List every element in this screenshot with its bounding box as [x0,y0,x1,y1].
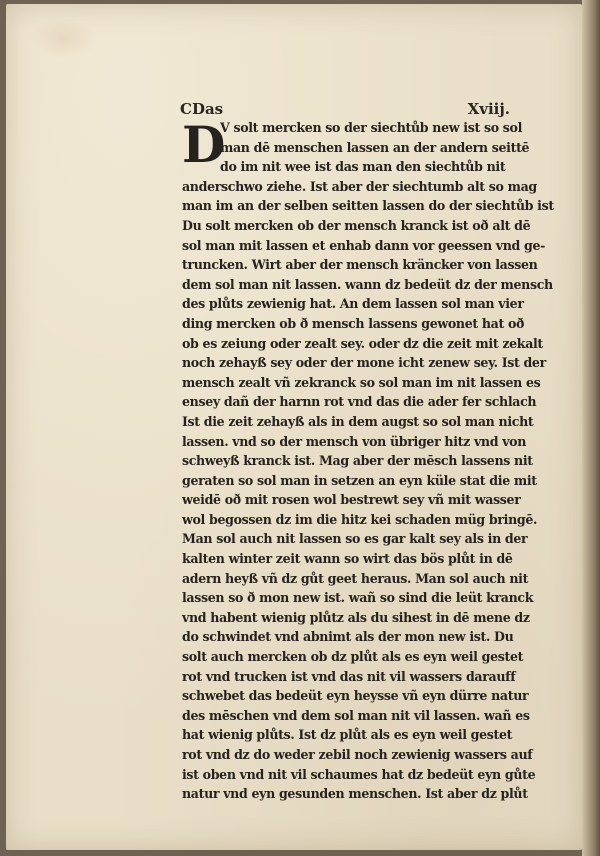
text-line: do schwindet vnd abnimt als der mon new ist. Du [182,629,514,645]
text-line: natur vnd eyn gesunden menschen. Ist aber dz plůt [182,786,528,802]
text-line: weidē oð mit rosen wol bestrewt sey vñ mit wasser [182,492,521,508]
initial-letter: D [182,115,226,174]
text-line: des plůts zewienig hat. An dem lassen sol man vier [182,296,524,312]
text-line: ding mercken ob ð mensch lassens gewonet hat oð [182,315,525,331]
text-line: rot vnd trucken ist vnd das nit vil wassers darauff [182,668,516,684]
text-line: wol begossen dz im die hitz kei schaden müg bringē. [182,511,538,527]
text-line: anderschwo ziehe. Ist aber der siechtumb alt so mag [182,178,537,194]
text-line: ensey dañ der harnn rot vnd das die ader fer schlach [182,394,537,410]
text-line: geraten so sol man in setzen an eyn küle stat die mit [182,472,537,488]
text-line: hat wienig plůts. Ist dz plůt als es eyn weil gestet [182,727,513,743]
text-line: rot vnd dz do weder zebil noch zewienig wassers auf [182,747,533,762]
text-line: man im an der selben seitten lassen do der siechtůb ist [182,198,554,214]
text-line: ist oben vnd nit vil schaumes hat dz bedeüt eyn gůte [182,766,536,782]
text-line: V solt mercken so der siechtůb new ist so sol [220,120,523,135]
text-line: Man sol auch nit lassen so es gar kalt sey als in der [182,531,528,547]
text-line: Ist die zeit zehayß als in dem augst so sol man nicht [182,413,534,429]
text-line: adern heyß vñ dz gůt geet heraus. Man sol auch nit [182,570,529,586]
text-line: noch zehayß sey oder der mone icht zenew sey. Ist der [182,355,546,371]
folio-number: Xviij. [467,100,510,118]
text-line: schweyß kranck ist. Mag aber der mēsch lassens nit [182,453,533,469]
text-line: solt auch mercken ob dz plůt als es eyn weil gestet [182,649,524,665]
text-line: schwebet das bedeüt eyn heysse vñ eyn dürre natur [182,688,529,704]
text-line: sol man mit lassen et enhab dann vor geessen vnd ge- [182,237,546,253]
page-header [180,100,510,120]
text-line: lassen so ð mon new ist. wañ so sind die leüt kranck [182,590,534,606]
text-line: vnd habent wienig plůtz als du sihest in dē mene dz [182,609,530,625]
text-line: ob es zeiung oder zealt sey. oder dz die zeit mit zekalt [182,335,543,351]
text-line: lassen. vnd so der mensch von übriger hitz vnd von [182,433,527,449]
text-line: kalten winter zeit wann so wirt das bös plůt in dē [182,551,513,567]
text-line: do im nit wee ist das man den siechtůb nit [220,159,506,175]
header-left: CDas [180,100,224,118]
text-line: Du solt mercken ob der mensch kranck ist oð alt dē [182,217,531,233]
text-line: dem sol man nit lassen. wann dz bedeüt dz der mensch [182,276,553,292]
body-text [182,115,554,804]
text-line: des mēschen vnd dem sol man nit vil lassen. wañ es [182,707,530,723]
binding-edge [582,0,600,856]
paper-stain [28,18,98,58]
text-line: man dē menschen lassen an der andern seittē [220,139,530,155]
text-line: truncken. Wirt aber der mensch kräncker von lassen [182,257,538,273]
text-line: mensch zealt vñ zekranck so sol man im nit lassen es [182,374,541,390]
